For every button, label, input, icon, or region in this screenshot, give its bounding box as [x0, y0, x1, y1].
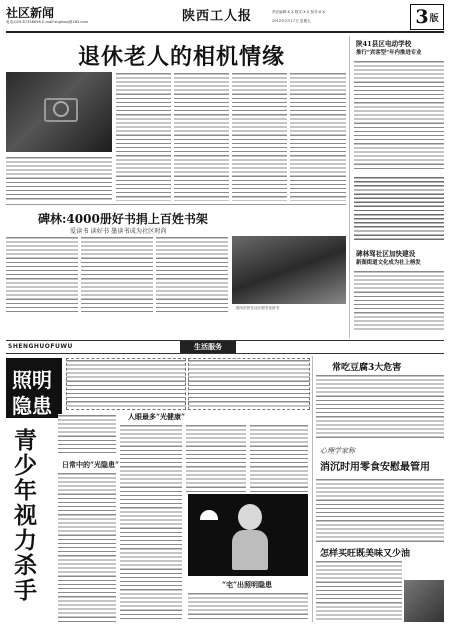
masthead: 陕西工人报 [182, 9, 253, 24]
feature-col3 [186, 424, 246, 492]
story3-body [354, 270, 444, 332]
main-story-photo [6, 72, 112, 152]
contact-line: 电话:029-87356658 E-mail:shgrbsq@163.com [6, 20, 89, 24]
page-number: 3 [415, 6, 429, 28]
right-title-3: 怎样买旺既美味又少油 [320, 549, 411, 559]
section-band [6, 340, 444, 354]
feature-sub2: 人眼最多“光健康” [128, 412, 186, 421]
header-rule [6, 31, 444, 33]
right-food-photo [404, 580, 444, 622]
lens-icon [53, 101, 69, 117]
feature-col1 [58, 472, 116, 622]
feature-big-title [14, 428, 44, 603]
main-story-col3 [232, 72, 287, 201]
story2-col3 [156, 236, 228, 312]
page-suffix: 版 [429, 13, 439, 24]
right-title-1: 常吃豆腐3大危害 [332, 363, 402, 373]
right-body-1 [316, 374, 444, 440]
page-number-box [410, 4, 444, 30]
box-story-title: 陕41县区电动学校 [356, 40, 412, 48]
story3-title: 碑林驾社区加快建设 [356, 250, 416, 258]
main-story-col1 [116, 72, 171, 201]
feature-col1-top [58, 414, 116, 456]
main-story-col2 [174, 72, 229, 201]
story2-title: 碑林:4000册好书捐上百姓书架 [38, 212, 208, 226]
story2-subtitle: 爱读书 读好书 墨读书成为社区时尚 [70, 228, 167, 235]
band-center-label: 生活服务 [194, 343, 222, 351]
right-tag-box [316, 444, 444, 474]
section-name: 社区新闻 [6, 6, 55, 20]
box-story-subtitle: 推行“宾客型”年内推进专业 [356, 50, 422, 56]
main-story-col4 [290, 72, 346, 201]
story2-photo [232, 236, 346, 304]
feature-photo [188, 494, 308, 576]
feature-sub1: 日常中的“光隐患” [62, 460, 120, 469]
child-figure-icon [238, 504, 262, 530]
column-rule [349, 36, 350, 338]
story2-col2 [81, 236, 153, 312]
child-body-icon [232, 530, 268, 570]
right-body-3 [316, 560, 402, 622]
feature-title-1: 照明 [12, 368, 52, 392]
feature-col2 [120, 424, 182, 622]
right-body-2 [316, 478, 444, 542]
story3-subtitle: 新图街道文化成为社上榜发 [356, 260, 421, 266]
feature-title-2: 隐患 [12, 394, 52, 418]
divider [6, 204, 346, 205]
box-story-body-1 [354, 60, 444, 172]
box-story-body-2 [354, 176, 444, 242]
main-story-caption-text [6, 156, 112, 201]
story2-col1 [6, 236, 78, 312]
date-line: 2012年2月17日 星期五 [272, 19, 311, 23]
feature-big-title-text: 青少年视力杀手 [14, 427, 37, 604]
band-center-box [180, 341, 236, 353]
story2-photo-caption: 图为市民在社区图书室读书 [236, 306, 280, 310]
feature-sub3: “宅”出照明隐患 [222, 580, 273, 589]
feature-title-block [6, 358, 62, 418]
main-story-title: 退休老人的相机情缘 [78, 44, 286, 70]
feature-col5 [250, 424, 308, 492]
right-title-2: 消沉时用零食安慰最管用 [320, 462, 430, 473]
right-tag: 心理学家称 [320, 447, 355, 455]
feature-intro-box [66, 358, 186, 410]
lamp-icon [200, 510, 218, 520]
column-rule-2 [312, 356, 313, 622]
editor-line: 责任编辑:X X 版式:X X 校对:X X [272, 10, 325, 14]
band-left-label: SHENGHUOFUWU [8, 343, 73, 350]
page-header [6, 4, 444, 30]
feature-intro-box-2 [188, 358, 310, 410]
box-story [354, 36, 444, 336]
feature-col4 [188, 592, 308, 622]
